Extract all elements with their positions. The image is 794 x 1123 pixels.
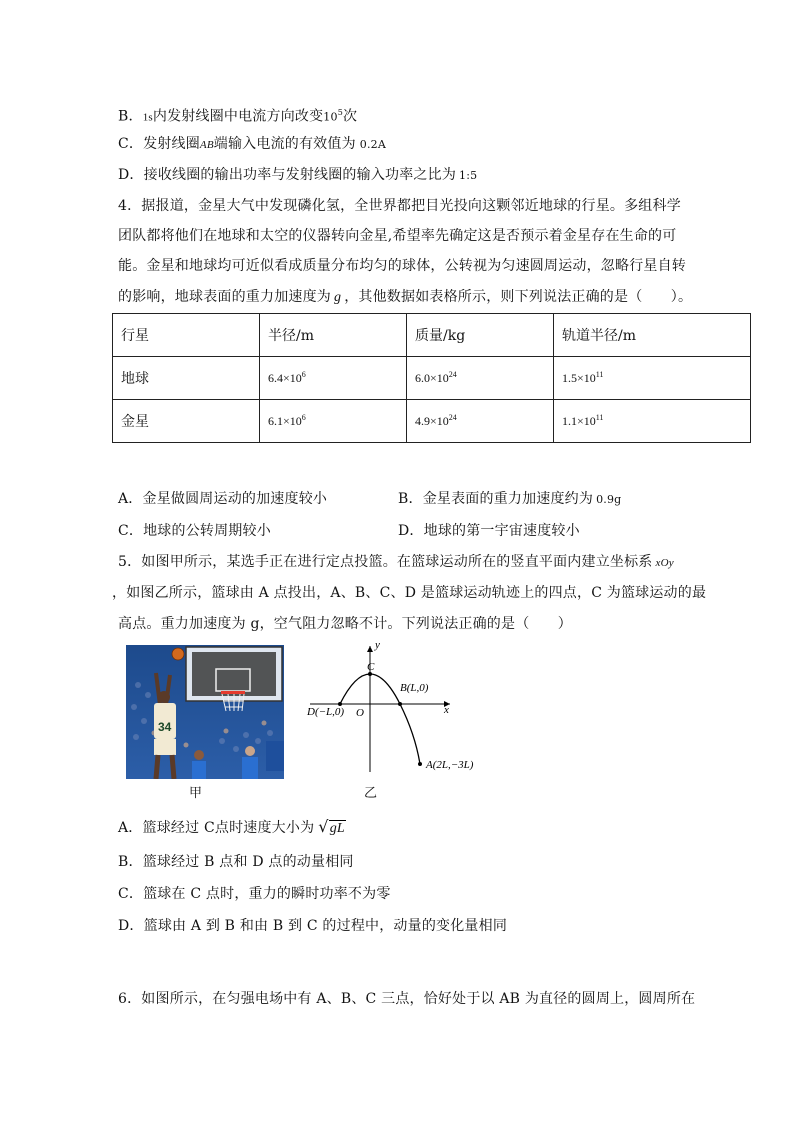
q4-option-b: B．金星表面的重力加速度约为 0.9g (398, 491, 622, 507)
table-header-cell: 半径/m (260, 314, 407, 357)
q4-option-c: C．地球的公转周期较小 (118, 523, 271, 539)
point-a-label: A(2L,−3L) (426, 759, 474, 771)
table-cell: 金星 (113, 400, 260, 443)
q4-option-d: D．地球的第一宇宙速度较小 (398, 523, 580, 539)
svg-text:34: 34 (158, 720, 172, 734)
table-header-cell: 质量/kg (407, 314, 554, 357)
x-axis-label: x (444, 704, 449, 716)
table-cell: 地球 (113, 357, 260, 400)
y-axis-label: y (375, 640, 380, 651)
table-header-cell: 行星 (113, 314, 260, 357)
q4-stem-line-4: 的影响，地球表面的重力加速度为 g ，其他数据如表格所示，则下列说法正确的是（ ）。 (118, 289, 693, 305)
table-cell: $6.1\times 10^6$ (260, 400, 407, 443)
table-cell: $4.9\times 10^{24}$ (407, 400, 554, 443)
q4-option-a: A．金星做圆周运动的加速度较小 (118, 491, 328, 507)
basketball-photo (126, 645, 284, 779)
table-row (113, 357, 751, 400)
sqrt-expression: √gL (318, 817, 345, 836)
table-header-cell: 轨道半径/m (554, 314, 751, 357)
q5-option-d: D．篮球由 A 到 B 和由 B 到 C 的过程中，动量的变化量相同 (118, 918, 508, 934)
point-c-label: C (367, 661, 375, 673)
planet-data-table (112, 313, 751, 443)
table-cell: $1.1\times 10^{11}$ (554, 400, 751, 443)
q5-stem-line-2: ，如图乙所示，篮球由 A 点投出，A、B、C、D 是篮球运动轨迹上的四点，C 为篮球运动的最 (112, 585, 707, 601)
point-d-label: D(−L,0) (307, 706, 345, 718)
figure-caption-jia: 甲 (189, 786, 203, 801)
q5-stem-line-1: 5．如图甲所示，某选手正在进行定点投篮。在篮球运动所在的竖直平面内建立坐标系 xOy (118, 554, 674, 570)
q3-option-c: C．发射线圈AB端输入电流的有效值为 0.2A (118, 136, 387, 152)
table-cell: $1.5\times 10^{11}$ (554, 357, 751, 400)
q5-stem-line-3: 高点。重力加速度为 g，空气阻力忽略不计。下列说法正确的是（ ） (118, 616, 573, 632)
point-a-dot (418, 762, 422, 766)
q6-stem-line-1: 6．如图所示，在匀强电场中有 A、B、C 三点，恰好处于以 AB 为直径的圆周上，圆周所在 (118, 991, 696, 1007)
figure-caption-yi: 乙 (364, 786, 378, 801)
q5-option-c: C．篮球在 C 点时，重力的瞬时功率不为零 (118, 886, 391, 902)
table-cell: $6.4\times 10^6$ (260, 357, 407, 400)
q5-option-a: A．篮球经过 C点时速度大小为 √gL (118, 817, 346, 839)
q3-option-d: D．接收线圈的输出功率与发射线圈的输入功率之比为 1:5 (118, 167, 478, 183)
point-b-dot (398, 702, 402, 706)
y-axis-arrow-icon (367, 646, 373, 652)
q3-option-b: B．1s内发射线圈中电流方向改变$10^5$次 (118, 108, 358, 125)
q4-stem-line-3: 能。金星和地球均可近似看成质量分布均匀的球体，公转视为匀速圆周运动，忽略行星自转 (118, 258, 686, 274)
table-row (113, 400, 751, 443)
q4-stem-line-2: 团队都将他们在地球和太空的仪器转向金星,希望率先确定这是否预示着金星存在生命的可 (118, 228, 677, 244)
q4-stem-line-1: 4．据报道，金星大气中发现磷化氢，全世界都把目光投向这颗邻近地球的行星。多组科学 (118, 198, 681, 214)
table-header-row (113, 314, 751, 357)
table-cell: $6.0\times 10^{24}$ (407, 357, 554, 400)
trajectory-diagram (300, 640, 500, 780)
q5-option-b: B．篮球经过 B 点和 D 点的动量相同 (118, 854, 354, 870)
point-b-label: B(L,0) (400, 682, 429, 694)
origin-label: O (356, 707, 364, 719)
